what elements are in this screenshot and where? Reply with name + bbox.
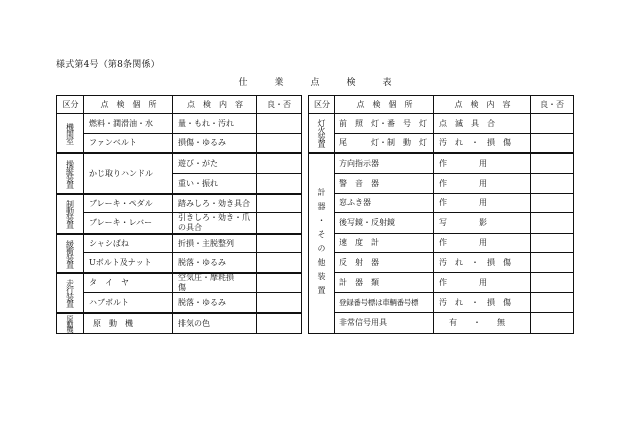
section-kikanshitsu: 機関室: [65, 122, 75, 144]
left-content-9: 脱落・ゆるみ: [178, 297, 226, 307]
left-item-8: タ イ ヤ: [89, 278, 129, 287]
left-content-5: 引きしろ・効き・爪の具合: [178, 213, 250, 232]
right-item-3: 方向指示器: [339, 158, 379, 168]
section-toka: 灯火装置: [317, 119, 326, 147]
left-item-10: 原 動 機: [93, 318, 133, 328]
section-keiki: 計器・その他装置: [317, 187, 326, 300]
left-content-7: 脱落・ゆるみ: [178, 257, 226, 267]
header-item-right: 点 検 個 所: [356, 99, 413, 109]
left-item-3: かじ取りハンドル: [89, 168, 153, 178]
right-item-9: 計 器 類: [339, 277, 379, 287]
header-item: 点 検 個 所: [100, 99, 157, 109]
left-item-5: ブレーキ・レバー: [89, 218, 153, 227]
header-content: 点 検 内 容: [187, 99, 243, 109]
right-item-6: 後写鏡・反射鏡: [339, 218, 395, 227]
section-gendoki: 原動機: [66, 315, 74, 332]
form-number: 様式第4号（第8条関係）: [56, 60, 160, 70]
right-content-8: 汚 れ ・ 損 傷: [439, 257, 511, 267]
right-content-2: 汚 れ ・ 損 傷: [439, 138, 511, 147]
left-content-4: 踏みしろ・効き具合: [178, 198, 250, 208]
left-item-4: ブレーキ・ペダル: [89, 198, 153, 208]
left-item-9: ハブボルト: [89, 297, 129, 307]
left-item-6: シャシばね: [89, 238, 129, 248]
section-soko: 走行装置: [65, 279, 75, 307]
right-table: [308, 95, 574, 334]
right-content-3: 作 用: [439, 158, 487, 168]
left-content-6: 折損・主脱整列: [178, 238, 234, 248]
right-item-2: 尾 灯・制 動 灯: [339, 138, 427, 147]
right-content-9: 作 用: [439, 277, 487, 287]
left-content-2: 損傷・ゆるみ: [178, 138, 226, 147]
header-section-right: 区分: [314, 99, 330, 109]
inspection-sheet: [56, 95, 576, 334]
right-content-6: 写 影: [439, 218, 487, 227]
left-table: [56, 95, 302, 334]
header-result-right: 良・否: [540, 99, 564, 109]
right-item-5: 窓ふき器: [339, 198, 371, 207]
left-content-3b: 重い・振れ: [178, 178, 218, 188]
left-content-10: 排気の色: [178, 318, 210, 328]
left-item-1: 燃料・潤滑油・水: [89, 118, 153, 128]
right-content-10: 汚 れ ・ 損 傷: [439, 297, 511, 307]
right-item-11: 非常信号用具: [339, 318, 387, 327]
right-content-5: 作 用: [439, 198, 487, 207]
header-result: 良・否: [267, 99, 291, 109]
right-item-7: 速 度 計: [339, 238, 379, 247]
section-seido: 制動装置: [65, 200, 75, 228]
header-content-right: 点 検 内 容: [454, 99, 511, 109]
section-kansho: 緩衝装置: [65, 239, 75, 268]
right-item-4: 警 音 器: [339, 178, 379, 188]
section-soju: 操縦装置: [65, 159, 75, 188]
right-item-10: 登録番号標は車輌番号標: [339, 297, 419, 307]
page-title: 仕 業 点 検 表: [238, 78, 392, 88]
right-item-8: 反 射 器: [339, 257, 379, 267]
right-content-11: 有 ・ 無: [449, 318, 505, 327]
right-content-1: 点 滅 具 合: [439, 118, 495, 128]
right-content-7: 作 用: [439, 238, 487, 247]
header-section: 区分: [62, 99, 79, 109]
right-content-4: 作 用: [439, 178, 487, 188]
left-content-8: 空気圧・摩耗損傷: [178, 273, 234, 292]
right-item-1: 前 照 灯・番 号 灯: [339, 118, 427, 128]
left-content-3a: 遊び・がた: [178, 158, 218, 168]
left-item-2: ファンベルト: [89, 138, 137, 147]
left-item-7: Uボルト及ナット: [89, 257, 152, 267]
left-content-1: 量・もれ・汚れ: [178, 118, 234, 128]
